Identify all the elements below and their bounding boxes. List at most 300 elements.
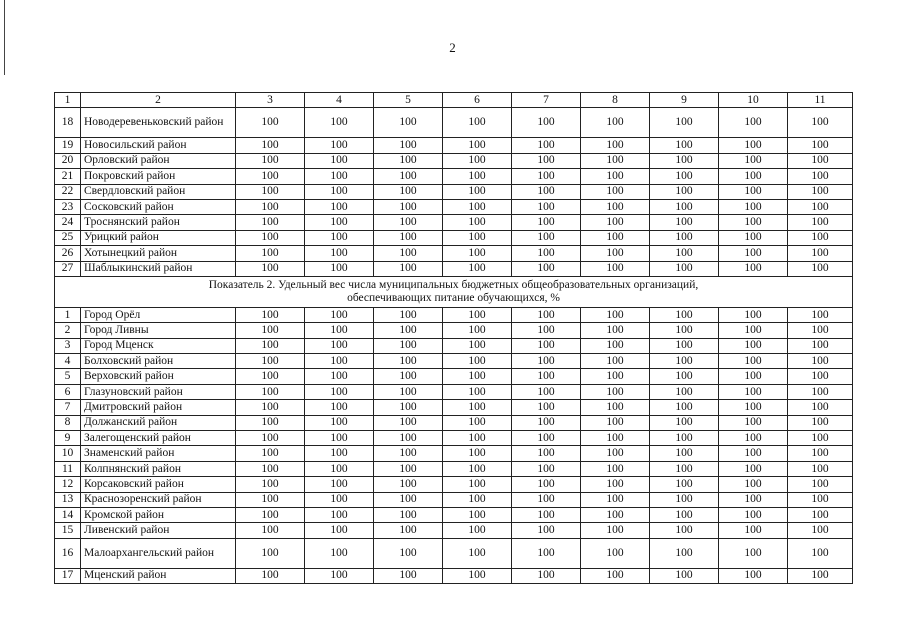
table-row — [55, 492, 853, 507]
value-cell: 100 — [305, 431, 374, 446]
table-row — [55, 477, 853, 492]
district-name: Залегощенский район — [81, 431, 236, 446]
row-number: 8 — [55, 415, 81, 430]
value-cell: 100 — [512, 246, 581, 261]
table-row — [55, 338, 853, 353]
value-cell: 100 — [305, 307, 374, 322]
table-body — [55, 93, 853, 584]
value-cell: 100 — [650, 568, 719, 583]
column-header: 1 — [55, 93, 81, 108]
value-cell: 100 — [305, 507, 374, 522]
value-cell: 100 — [374, 138, 443, 153]
value-cell: 100 — [236, 307, 305, 322]
value-cell: 100 — [650, 538, 719, 568]
table-row — [55, 431, 853, 446]
column-header: 5 — [374, 93, 443, 108]
value-cell: 100 — [443, 400, 512, 415]
value-cell: 100 — [719, 415, 788, 430]
value-cell: 100 — [581, 246, 650, 261]
section-title-line1: Показатель 2. Удельный вес числа муниципальных бюджетных общеобразовательных организаций, — [208, 278, 699, 291]
row-number: 20 — [55, 153, 81, 168]
value-cell: 100 — [512, 108, 581, 138]
district-name: Краснозоренский район — [81, 492, 236, 507]
value-cell: 100 — [788, 431, 853, 446]
value-cell: 100 — [236, 261, 305, 276]
value-cell: 100 — [512, 415, 581, 430]
value-cell: 100 — [788, 246, 853, 261]
value-cell: 100 — [374, 323, 443, 338]
row-number: 2 — [55, 323, 81, 338]
table-row — [55, 568, 853, 583]
value-cell: 100 — [305, 108, 374, 138]
column-header: 4 — [305, 93, 374, 108]
value-cell: 100 — [581, 446, 650, 461]
value-cell: 100 — [650, 323, 719, 338]
district-name: Город Мценск — [81, 338, 236, 353]
table-row — [55, 461, 853, 476]
value-cell: 100 — [374, 215, 443, 230]
value-cell: 100 — [650, 461, 719, 476]
value-cell: 100 — [236, 323, 305, 338]
value-cell: 100 — [719, 199, 788, 214]
value-cell: 100 — [581, 153, 650, 168]
value-cell: 100 — [443, 323, 512, 338]
value-cell: 100 — [650, 230, 719, 245]
value-cell: 100 — [236, 138, 305, 153]
value-cell: 100 — [374, 199, 443, 214]
value-cell: 100 — [236, 477, 305, 492]
row-number: 19 — [55, 138, 81, 153]
value-cell: 100 — [512, 507, 581, 522]
value-cell: 100 — [305, 169, 374, 184]
value-cell: 100 — [236, 169, 305, 184]
value-cell: 100 — [719, 108, 788, 138]
row-number: 9 — [55, 431, 81, 446]
value-cell: 100 — [788, 108, 853, 138]
value-cell: 100 — [581, 492, 650, 507]
value-cell: 100 — [512, 354, 581, 369]
district-name: Урицкий район — [81, 230, 236, 245]
value-cell: 100 — [788, 323, 853, 338]
value-cell: 100 — [581, 184, 650, 199]
value-cell: 100 — [788, 199, 853, 214]
value-cell: 100 — [443, 215, 512, 230]
value-cell: 100 — [650, 261, 719, 276]
value-cell: 100 — [719, 446, 788, 461]
value-cell: 100 — [788, 369, 853, 384]
row-number: 3 — [55, 338, 81, 353]
table-row — [55, 153, 853, 168]
value-cell: 100 — [374, 108, 443, 138]
value-cell: 100 — [443, 507, 512, 522]
value-cell: 100 — [236, 492, 305, 507]
row-number: 24 — [55, 215, 81, 230]
value-cell: 100 — [719, 169, 788, 184]
value-cell: 100 — [650, 446, 719, 461]
value-cell: 100 — [512, 384, 581, 399]
value-cell: 100 — [719, 369, 788, 384]
district-name: Малоархангельский район — [81, 538, 236, 568]
page-number: 2 — [449, 40, 456, 55]
value-cell: 100 — [374, 384, 443, 399]
value-cell: 100 — [236, 338, 305, 353]
value-cell: 100 — [305, 323, 374, 338]
value-cell: 100 — [374, 568, 443, 583]
value-cell: 100 — [719, 384, 788, 399]
value-cell: 100 — [443, 446, 512, 461]
value-cell: 100 — [305, 153, 374, 168]
value-cell: 100 — [305, 338, 374, 353]
left-margin-rule — [4, 0, 5, 75]
value-cell: 100 — [581, 199, 650, 214]
value-cell: 100 — [236, 369, 305, 384]
district-name: Орловский район — [81, 153, 236, 168]
value-cell: 100 — [305, 446, 374, 461]
value-cell: 100 — [374, 261, 443, 276]
district-name: Свердловский район — [81, 184, 236, 199]
value-cell: 100 — [581, 261, 650, 276]
value-cell: 100 — [581, 523, 650, 538]
value-cell: 100 — [788, 215, 853, 230]
value-cell: 100 — [512, 400, 581, 415]
table-row — [55, 523, 853, 538]
district-name: Новосильский район — [81, 138, 236, 153]
value-cell: 100 — [788, 184, 853, 199]
value-cell: 100 — [443, 461, 512, 476]
value-cell: 100 — [236, 354, 305, 369]
value-cell: 100 — [443, 568, 512, 583]
column-header: 7 — [512, 93, 581, 108]
row-number: 12 — [55, 477, 81, 492]
value-cell: 100 — [581, 369, 650, 384]
value-cell: 100 — [374, 461, 443, 476]
value-cell: 100 — [719, 307, 788, 322]
table-row — [55, 199, 853, 214]
value-cell: 100 — [305, 400, 374, 415]
value-cell: 100 — [788, 477, 853, 492]
table-row — [55, 230, 853, 245]
value-cell: 100 — [650, 492, 719, 507]
value-cell: 100 — [788, 261, 853, 276]
value-cell: 100 — [719, 215, 788, 230]
district-name: Глазуновский район — [81, 384, 236, 399]
value-cell: 100 — [374, 523, 443, 538]
value-cell: 100 — [236, 446, 305, 461]
value-cell: 100 — [719, 230, 788, 245]
value-cell: 100 — [719, 323, 788, 338]
value-cell: 100 — [443, 108, 512, 138]
column-header: 2 — [81, 93, 236, 108]
value-cell: 100 — [512, 523, 581, 538]
value-cell: 100 — [788, 230, 853, 245]
value-cell: 100 — [719, 568, 788, 583]
value-cell: 100 — [374, 400, 443, 415]
value-cell: 100 — [236, 431, 305, 446]
district-name: Мценский район — [81, 568, 236, 583]
value-cell: 100 — [305, 384, 374, 399]
value-cell: 100 — [650, 523, 719, 538]
value-cell: 100 — [719, 400, 788, 415]
value-cell: 100 — [581, 323, 650, 338]
value-cell: 100 — [788, 415, 853, 430]
district-name: Корсаковский район — [81, 477, 236, 492]
value-cell: 100 — [236, 507, 305, 522]
district-name: Сосковский район — [81, 199, 236, 214]
value-cell: 100 — [788, 523, 853, 538]
value-cell: 100 — [305, 230, 374, 245]
value-cell: 100 — [236, 538, 305, 568]
value-cell: 100 — [305, 415, 374, 430]
value-cell: 100 — [788, 338, 853, 353]
value-cell: 100 — [443, 338, 512, 353]
value-cell: 100 — [512, 230, 581, 245]
value-cell: 100 — [305, 261, 374, 276]
value-cell: 100 — [443, 153, 512, 168]
value-cell: 100 — [788, 153, 853, 168]
value-cell: 100 — [374, 492, 443, 507]
table-row — [55, 369, 853, 384]
value-cell: 100 — [581, 431, 650, 446]
value-cell: 100 — [512, 492, 581, 507]
table-row — [55, 307, 853, 322]
value-cell: 100 — [719, 538, 788, 568]
value-cell: 100 — [719, 246, 788, 261]
value-cell: 100 — [719, 354, 788, 369]
row-number: 23 — [55, 199, 81, 214]
value-cell: 100 — [512, 169, 581, 184]
value-cell: 100 — [512, 461, 581, 476]
table-row — [55, 138, 853, 153]
value-cell: 100 — [374, 184, 443, 199]
value-cell: 100 — [650, 415, 719, 430]
value-cell: 100 — [443, 538, 512, 568]
value-cell: 100 — [443, 431, 512, 446]
value-cell: 100 — [650, 354, 719, 369]
value-cell: 100 — [650, 184, 719, 199]
value-cell: 100 — [305, 369, 374, 384]
value-cell: 100 — [650, 369, 719, 384]
value-cell: 100 — [305, 477, 374, 492]
value-cell: 100 — [650, 338, 719, 353]
value-cell: 100 — [374, 169, 443, 184]
row-number: 13 — [55, 492, 81, 507]
value-cell: 100 — [581, 477, 650, 492]
value-cell: 100 — [512, 338, 581, 353]
row-number: 7 — [55, 400, 81, 415]
value-cell: 100 — [788, 507, 853, 522]
value-cell: 100 — [236, 108, 305, 138]
district-name: Кромской район — [81, 507, 236, 522]
value-cell: 100 — [581, 384, 650, 399]
value-cell: 100 — [650, 477, 719, 492]
value-cell: 100 — [581, 538, 650, 568]
district-name: Город Ливны — [81, 323, 236, 338]
value-cell: 100 — [443, 199, 512, 214]
value-cell: 100 — [581, 415, 650, 430]
value-cell: 100 — [236, 230, 305, 245]
value-cell: 100 — [236, 415, 305, 430]
value-cell: 100 — [305, 538, 374, 568]
value-cell: 100 — [719, 261, 788, 276]
value-cell: 100 — [374, 307, 443, 322]
section-title-line2: обеспечивающих питание обучающихся, % — [347, 291, 560, 304]
row-number: 4 — [55, 354, 81, 369]
value-cell: 100 — [443, 184, 512, 199]
value-cell: 100 — [581, 169, 650, 184]
value-cell: 100 — [788, 307, 853, 322]
value-cell: 100 — [581, 461, 650, 476]
table-row — [55, 507, 853, 522]
district-name: Колпнянский район — [81, 461, 236, 476]
row-number: 1 — [55, 307, 81, 322]
row-number: 25 — [55, 230, 81, 245]
table-row — [55, 400, 853, 415]
row-number: 22 — [55, 184, 81, 199]
value-cell: 100 — [650, 507, 719, 522]
value-cell: 100 — [443, 354, 512, 369]
table-row — [55, 538, 853, 568]
district-name: Болховский район — [81, 354, 236, 369]
column-header: 3 — [236, 93, 305, 108]
value-cell: 100 — [512, 431, 581, 446]
column-header: 10 — [719, 93, 788, 108]
value-cell: 100 — [374, 230, 443, 245]
value-cell: 100 — [581, 138, 650, 153]
row-number: 26 — [55, 246, 81, 261]
value-cell: 100 — [512, 199, 581, 214]
value-cell: 100 — [443, 138, 512, 153]
district-name: Покровский район — [81, 169, 236, 184]
table-row — [55, 415, 853, 430]
value-cell: 100 — [512, 323, 581, 338]
district-name: Новодеревеньковский район — [81, 108, 236, 138]
district-name: Шаблыкинский район — [81, 261, 236, 276]
value-cell: 100 — [581, 568, 650, 583]
value-cell: 100 — [788, 568, 853, 583]
value-cell: 100 — [719, 477, 788, 492]
row-number: 11 — [55, 461, 81, 476]
value-cell: 100 — [650, 138, 719, 153]
value-cell: 100 — [650, 400, 719, 415]
table-row — [55, 215, 853, 230]
value-cell: 100 — [512, 138, 581, 153]
value-cell: 100 — [719, 338, 788, 353]
value-cell: 100 — [719, 507, 788, 522]
column-header: 11 — [788, 93, 853, 108]
column-header: 8 — [581, 93, 650, 108]
district-name: Верховский район — [81, 369, 236, 384]
value-cell: 100 — [236, 184, 305, 199]
row-number: 10 — [55, 446, 81, 461]
value-cell: 100 — [581, 354, 650, 369]
table-row — [55, 261, 853, 276]
table-row — [55, 184, 853, 199]
value-cell: 100 — [443, 307, 512, 322]
table-row — [55, 169, 853, 184]
value-cell: 100 — [788, 538, 853, 568]
value-cell: 100 — [512, 184, 581, 199]
value-cell: 100 — [236, 246, 305, 261]
value-cell: 100 — [581, 215, 650, 230]
value-cell: 100 — [512, 153, 581, 168]
district-name: Троснянский район — [81, 215, 236, 230]
district-name: Город Орёл — [81, 307, 236, 322]
value-cell: 100 — [788, 354, 853, 369]
row-number: 21 — [55, 169, 81, 184]
value-cell: 100 — [443, 169, 512, 184]
value-cell: 100 — [374, 446, 443, 461]
table-row — [55, 384, 853, 399]
value-cell: 100 — [305, 138, 374, 153]
value-cell: 100 — [374, 415, 443, 430]
table-row — [55, 323, 853, 338]
value-cell: 100 — [236, 199, 305, 214]
value-cell: 100 — [236, 400, 305, 415]
value-cell: 100 — [512, 568, 581, 583]
district-name: Знаменский район — [81, 446, 236, 461]
value-cell: 100 — [512, 369, 581, 384]
value-cell: 100 — [374, 538, 443, 568]
value-cell: 100 — [443, 246, 512, 261]
value-cell: 100 — [719, 492, 788, 507]
value-cell: 100 — [788, 384, 853, 399]
value-cell: 100 — [443, 369, 512, 384]
value-cell: 100 — [719, 153, 788, 168]
value-cell: 100 — [650, 153, 719, 168]
value-cell: 100 — [788, 169, 853, 184]
value-cell: 100 — [788, 461, 853, 476]
value-cell: 100 — [443, 492, 512, 507]
section-row — [55, 276, 853, 307]
value-cell: 100 — [581, 230, 650, 245]
header-row — [55, 93, 853, 108]
value-cell: 100 — [581, 307, 650, 322]
value-cell: 100 — [374, 431, 443, 446]
column-header: 9 — [650, 93, 719, 108]
value-cell: 100 — [305, 215, 374, 230]
indicator-table — [54, 92, 853, 584]
row-number: 17 — [55, 568, 81, 583]
district-name: Дмитровский район — [81, 400, 236, 415]
value-cell: 100 — [650, 384, 719, 399]
value-cell: 100 — [650, 199, 719, 214]
value-cell: 100 — [236, 523, 305, 538]
value-cell: 100 — [512, 215, 581, 230]
value-cell: 100 — [512, 446, 581, 461]
value-cell: 100 — [788, 400, 853, 415]
district-name: Ливенский район — [81, 523, 236, 538]
value-cell: 100 — [305, 568, 374, 583]
value-cell: 100 — [305, 246, 374, 261]
row-number: 18 — [55, 108, 81, 138]
value-cell: 100 — [443, 415, 512, 430]
value-cell: 100 — [236, 384, 305, 399]
value-cell: 100 — [719, 184, 788, 199]
value-cell: 100 — [650, 108, 719, 138]
value-cell: 100 — [305, 184, 374, 199]
value-cell: 100 — [719, 461, 788, 476]
row-number: 16 — [55, 538, 81, 568]
value-cell: 100 — [236, 568, 305, 583]
value-cell: 100 — [374, 153, 443, 168]
table-row — [55, 246, 853, 261]
value-cell: 100 — [512, 477, 581, 492]
value-cell: 100 — [236, 153, 305, 168]
table-row — [55, 108, 853, 138]
value-cell: 100 — [581, 507, 650, 522]
value-cell: 100 — [719, 523, 788, 538]
value-cell: 100 — [512, 538, 581, 568]
